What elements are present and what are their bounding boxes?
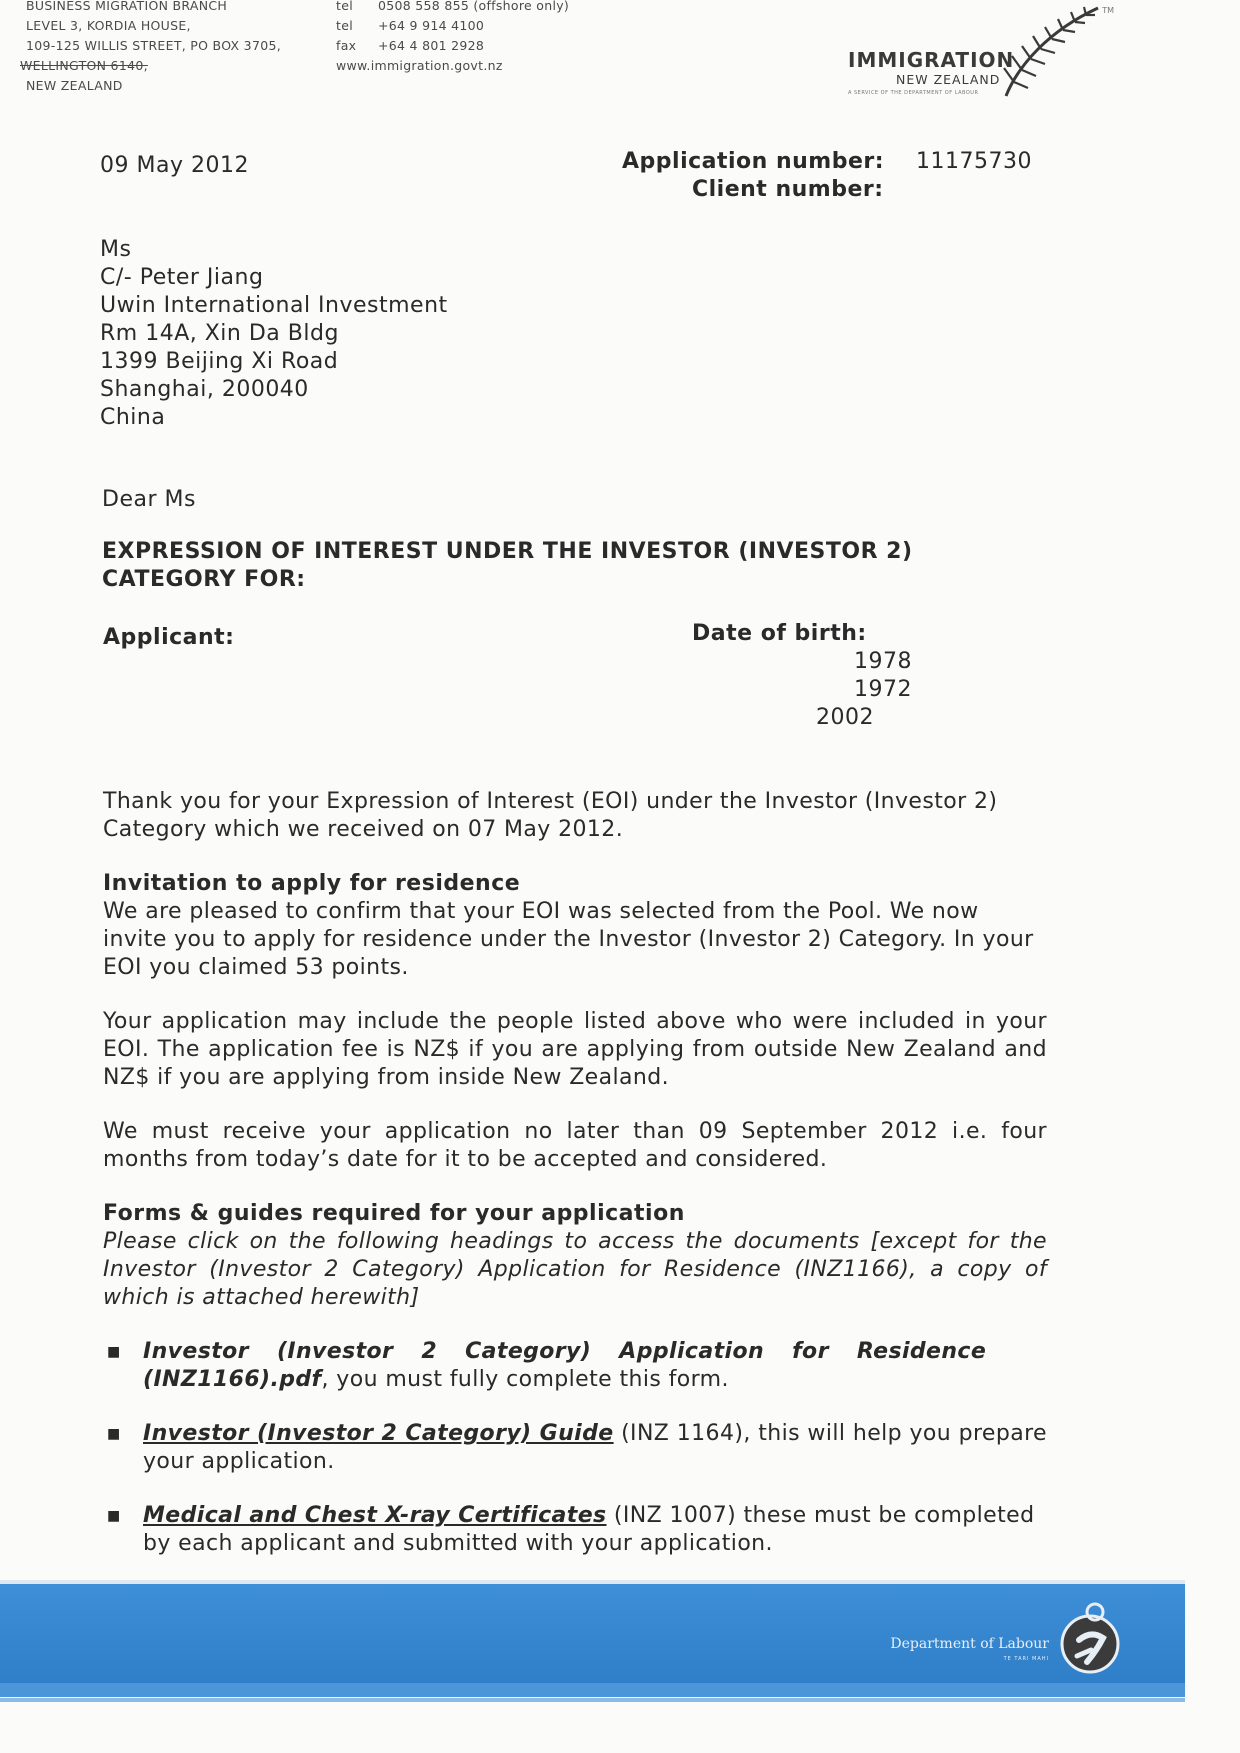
bullet-text: (INZ 1007) these must be completed by each applicant and submitted with your application. — [143, 1503, 1035, 1556]
fax-value: +64 4 801 2928 — [378, 38, 485, 53]
silver-fern-icon — [998, 6, 1108, 101]
footer-banner — [0, 1580, 1185, 1686]
department-of-labour-logo-icon — [1057, 1600, 1123, 1676]
department-maori-name: TE TARI MAHI — [1003, 1656, 1049, 1662]
bullet-icon: ■ — [107, 1426, 121, 1442]
client-number-label: Client number: — [692, 177, 884, 202]
recipient-line: Shanghai, 200040 — [100, 377, 309, 402]
bullet-text: , you must fully complete this form. — [321, 1367, 729, 1392]
logo-nz-text: NEW ZEALAND — [896, 72, 1001, 87]
recipient-line: Ms — [100, 237, 132, 262]
salutation: Dear Ms — [102, 487, 196, 512]
applicant-label: Applicant: — [103, 625, 235, 650]
dob-value: 1978 — [854, 649, 912, 674]
trademark-mark: TM — [1102, 6, 1114, 15]
fax-label: fax — [336, 38, 357, 53]
website-link[interactable]: www.immigration.govt.nz — [336, 58, 503, 73]
tel-label: tel — [336, 18, 353, 33]
dob-label: Date of birth: — [692, 621, 867, 646]
thank-you-paragraph: Thank you for your Expression of Interest (EOI) under the Investor (Investor 2) Category which we received on 07 May 2012. — [103, 789, 998, 842]
recipient-line: China — [100, 405, 166, 430]
immigration-nz-logo — [848, 6, 1128, 106]
logo-immigration-text: IMMIGRATION — [848, 48, 1015, 72]
tel-value: +64 9 914 4100 — [378, 18, 485, 33]
footer-stripe — [0, 1698, 1185, 1702]
bullet-icon: ■ — [107, 1344, 121, 1360]
dob-value: 1972 — [854, 677, 912, 702]
subject-line: EXPRESSION OF INTEREST UNDER THE INVESTOR (INVESTOR 2) — [102, 539, 913, 564]
fee-paragraph: Your application may include the people listed above who were included in your EOI. The application fee is NZ$ if you are applying from outside New Zealand and NZ$ if you are applying from inside New Zealand. — [103, 1009, 1047, 1090]
dob-value: 2002 — [816, 705, 874, 730]
address-line: 109-125 WILLIS STREET, PO BOX 3705, — [26, 38, 281, 53]
address-line: LEVEL 3, KORDIA HOUSE, — [26, 18, 191, 33]
address-line: BUSINESS MIGRATION BRANCH — [26, 0, 228, 13]
investor-guide-link[interactable]: Investor (Investor 2 Category) Guide — [143, 1421, 614, 1446]
address-line: WELLINGTON 6140, — [20, 58, 148, 73]
footer-stripe — [0, 1683, 1185, 1697]
deadline-paragraph: We must receive your application no later than 09 September 2012 i.e. four months from today’s date for it to be accepted and considered. — [103, 1119, 1047, 1172]
inz1166-link-filename[interactable]: (INZ1166).pdf — [143, 1367, 322, 1392]
application-number-label: Application number: — [622, 149, 885, 174]
invitation-paragraph: We are pleased to confirm that your EOI was selected from the Pool. We now invite you to apply for residence under the Investor (Investor 2) Category. In your EOI you claimed 53 points. — [103, 899, 1034, 980]
medical-certificates-link[interactable]: Medical and Chest X-ray Certificates — [143, 1503, 607, 1528]
bullet-icon: ■ — [107, 1508, 121, 1524]
subject-line: CATEGORY FOR: — [102, 567, 306, 592]
inz1166-link[interactable]: Investor (Investor 2 Category) Application for Residence — [143, 1339, 987, 1364]
forms-heading: Forms & guides required for your application — [103, 1201, 685, 1226]
recipient-line: Uwin International Investment — [100, 293, 448, 318]
recipient-line: C/- Peter Jiang — [100, 265, 264, 290]
recipient-line: Rm 14A, Xin Da Bldg — [100, 321, 339, 346]
tel-label: tel — [336, 0, 353, 13]
branch-address — [20, 0, 281, 96]
tel-value: 0508 558 855 (offshore only) — [378, 0, 570, 13]
invitation-heading: Invitation to apply for residence — [103, 871, 521, 896]
logo-service-text: A SERVICE OF THE DEPARTMENT OF LABOUR — [848, 90, 979, 96]
recipient-line: 1399 Beijing Xi Road — [100, 349, 339, 374]
bullet-text: (INZ 1164), this will help you prepare your application. — [143, 1421, 1047, 1474]
application-number-value: 11175730 — [916, 149, 1032, 174]
contact-block — [336, 0, 569, 76]
address-line: NEW ZEALAND — [26, 78, 123, 93]
forms-intro: Please click on the following headings to access the documents [except for the Investor (Investor 2 Category) Application for Residence (INZ1166), a copy of which is attached herewith] — [103, 1229, 1047, 1310]
letter-date: 09 May 2012 — [100, 153, 249, 178]
department-name: Department of Labour — [890, 1636, 1049, 1652]
